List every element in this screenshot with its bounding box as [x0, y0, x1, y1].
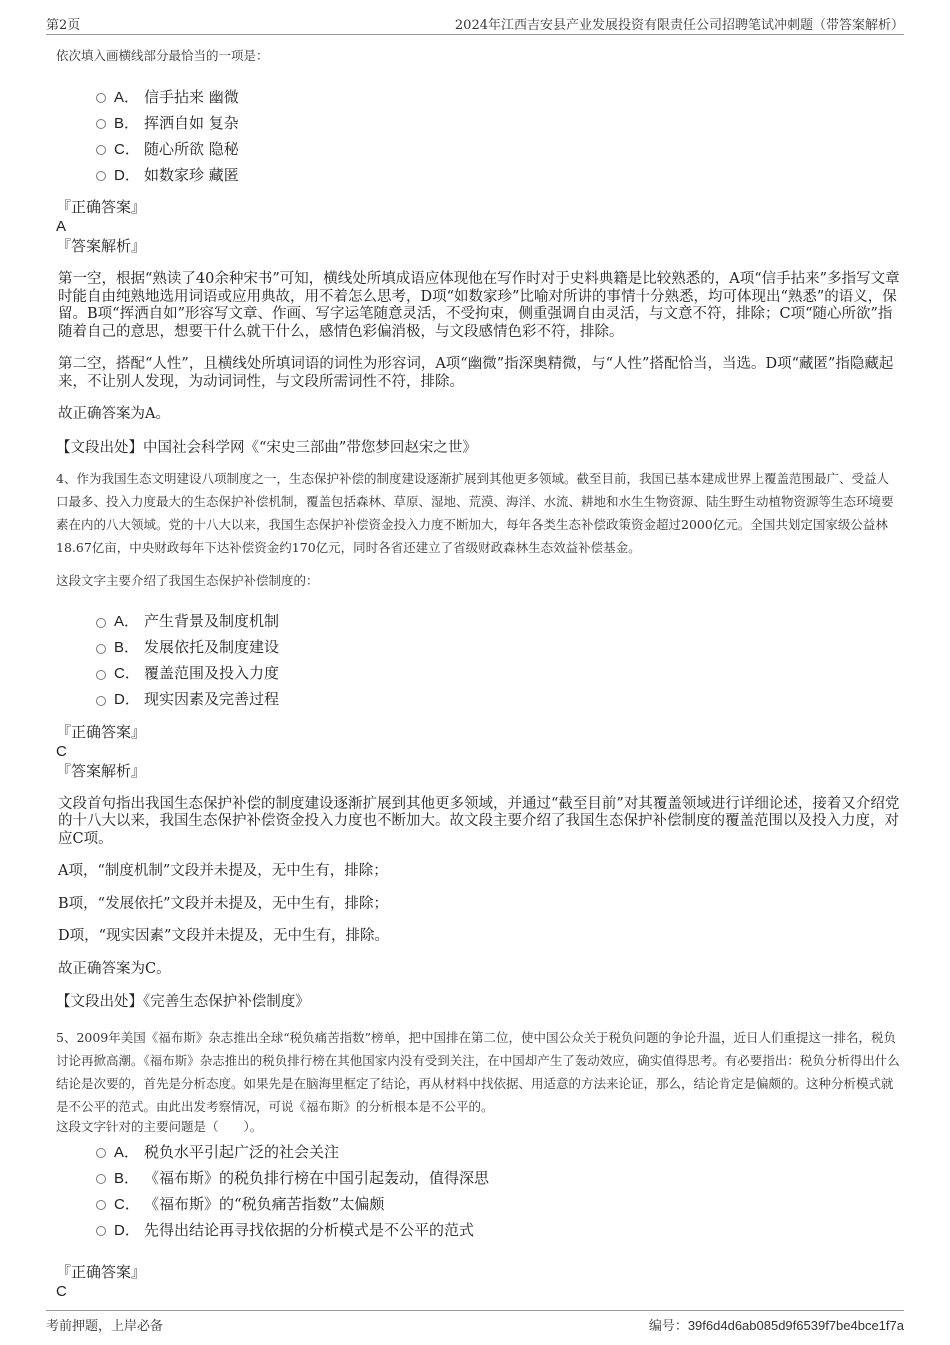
q4-question: 这段文字主要介绍了我国生态保护补偿制度的： — [56, 572, 319, 588]
q3-correct-label: 『正确答案』 — [56, 198, 147, 216]
option-text: 产生背景及制度机制 — [144, 612, 280, 630]
radio-icon[interactable] — [96, 119, 106, 129]
option-letter: A． — [114, 88, 140, 106]
q4-option-c[interactable] — [96, 660, 900, 686]
q4-analysis-d: D项，“现实因素”文段并未提及，无中生有，排除。 — [58, 928, 389, 944]
q3-option-d[interactable] — [96, 161, 900, 187]
q3-options — [96, 83, 900, 187]
option-letter: C． — [114, 665, 140, 682]
option-text: 如数家珍 藏匿 — [144, 165, 239, 184]
q4-answer: C — [56, 742, 67, 760]
option-text: 税负水平引起广泛的社会关注 — [144, 1142, 340, 1161]
option-text: 现实因素及完善过程 — [144, 690, 280, 708]
radio-icon[interactable] — [96, 644, 106, 654]
page-content — [56, 44, 900, 1301]
option-text: 随心所欲 隐秘 — [144, 139, 239, 158]
q5-options — [96, 1138, 900, 1242]
radio-icon[interactable] — [96, 1200, 106, 1210]
page-number: 第2页 — [46, 18, 81, 33]
q3-analysis-label: 『答案解析』 — [56, 237, 147, 255]
q5-option-a[interactable] — [96, 1138, 900, 1164]
page-header — [46, 12, 904, 35]
radio-icon[interactable] — [96, 1226, 106, 1236]
option-letter: A． — [114, 613, 140, 630]
footer-slogan: 考前押题，上岸必备 — [46, 1319, 164, 1334]
q3-analysis-para-1: 第一空，根据“熟读了40余种宋书”可知，横线处所填成语应体现他在写作时对于史料典籍是比较熟悉的，A项“信手拈来”多指写文章时能自由纯熟地选用词语或应用典故，用不着怎么思考，D项“如数家珍”比喻对所讲的事情十分熟悉，均可体现出“熟悉”的语义，保留。B项“挥洒自如”形容写文章、作画、写字运笔随意灵活，不受拘束，侧重强调自由灵活，与文意不符，排除；C项“随心所欲”指随着自己的意思，想要干什么就干什么，感情色彩偏消极，与文段感情色彩不符，排除。 — [58, 271, 900, 340]
q4-correct-label: 『正确答案』 — [56, 722, 147, 741]
q4-option-a[interactable] — [96, 608, 900, 634]
option-letter: B． — [114, 1169, 140, 1187]
q4-source: 【文段出处】《完善生态保护补偿制度》 — [56, 994, 310, 1010]
option-letter: D． — [114, 1221, 140, 1239]
option-letter: A． — [114, 1143, 140, 1161]
q3-source: 【文段出处】中国社会科学网《“宋史三部曲”带您梦回赵宋之世》 — [56, 439, 477, 456]
q5-answer: C — [56, 1283, 67, 1300]
option-text: 先得出结论再寻找依据的分析模式是不公平的范式 — [144, 1220, 475, 1239]
radio-icon[interactable] — [96, 171, 106, 181]
q4-option-d[interactable] — [96, 686, 900, 712]
option-text: 覆盖范围及投入力度 — [144, 664, 280, 682]
q4-analysis-para-1: 文段首句指出我国生态保护补偿的制度建设逐渐扩展到其他更多领域，并通过“截至目前”对其覆盖领域进行详细论述，接着又介绍党的十八大以来，我国生态保护补偿资金投入力度也不断加大。故文段主要介绍了我国生态保护补偿制度的覆盖范围以及投入力度，对应C项。 — [58, 795, 900, 847]
q4-option-b[interactable] — [96, 634, 900, 660]
q5-correct-label: 『正确答案』 — [56, 1263, 147, 1281]
document-title: 2024年江西吉安县产业发展投资有限责任公司招聘笔试冲刺题（带答案解析） — [454, 18, 904, 33]
radio-icon[interactable] — [96, 93, 106, 103]
q3-option-b[interactable] — [96, 109, 900, 135]
q4-conclusion: 故正确答案为C。 — [58, 960, 171, 977]
radio-icon[interactable] — [96, 1174, 106, 1184]
q3-conclusion: 故正确答案为A。 — [58, 406, 170, 422]
document-id: 编号：39f6d4d6ab085d9f6539f7be4bce1f7a — [648, 1318, 904, 1333]
option-text: 挥洒自如 复杂 — [144, 113, 239, 132]
option-text: 《福布斯》的税负排行榜在中国引起轰动，值得深思 — [144, 1168, 490, 1187]
q5-stem: 5、2009年美国《福布斯》杂志推出全球“税负痛苦指数”榜单，把中国排在第二位，使中国公众关于税负问题的争论升温，近日人们重提这一排名，税负讨论再掀高潮。《福布斯》杂志推出的税负排行榜在其他国家内没有受到关注，在中国却产生了轰动效应，确实值得思考。有必要指出：税负分析得出什么结论是次要的，首先是分析态度。如果先是在脑海里框定了结论，再从材料中找依据、用适意的方法来论证，那么，结论肯定是偏颇的。这种分析模式就是不公平的范式。由此出发考察情况，可说《福布斯》的分析根本是不公平的。 — [56, 1030, 900, 1114]
q3-analysis-para-2: 第二空，搭配“人性”，且横线处所填词语的词性为形容词，A项“幽微”指深奥精微，与“人性”搭配恰当，当选。D项“藏匿”指隐藏起来，不让别人发现，为动词词性，与文段所需词性不符，排除。 — [58, 356, 894, 390]
page-footer — [46, 1310, 904, 1335]
q4-options — [96, 608, 900, 712]
option-text: 《福布斯》的“税负痛苦指数”太偏颇 — [144, 1194, 385, 1213]
option-text: 发展依托及制度建设 — [144, 638, 280, 656]
radio-icon[interactable] — [96, 670, 106, 680]
option-letter: B． — [114, 639, 140, 656]
radio-icon[interactable] — [96, 618, 106, 628]
option-letter: D． — [114, 166, 140, 184]
option-letter: C． — [114, 140, 140, 158]
q5-option-c[interactable] — [96, 1190, 900, 1216]
q5-question: 这段文字针对的主要问题是（ ）。 — [56, 1119, 263, 1134]
q3-option-c[interactable] — [96, 135, 900, 161]
radio-icon[interactable] — [96, 696, 106, 706]
q4-analysis-a: A项，“制度机制”文段并未提及，无中生有，排除； — [58, 863, 388, 879]
radio-icon[interactable] — [96, 145, 106, 155]
option-letter: B． — [114, 114, 140, 132]
q3-answer: A — [56, 218, 67, 235]
q5-option-b[interactable] — [96, 1164, 900, 1190]
q3-option-a[interactable] — [96, 83, 900, 109]
q4-analysis-b: B项，“发展依托”文段并未提及，无中生有，排除； — [58, 895, 388, 912]
option-letter: D． — [114, 691, 140, 708]
option-text: 信手拈来 幽微 — [144, 87, 239, 106]
q4-analysis-label: 『答案解析』 — [56, 761, 147, 780]
q3-stem: 依次填入画横线部分最恰当的一项是： — [56, 48, 269, 63]
option-letter: C． — [114, 1195, 140, 1213]
q5-option-d[interactable] — [96, 1216, 900, 1242]
q4-stem: 4、作为我国生态文明建设八项制度之一，生态保护补偿的制度建设逐渐扩展到其他更多领域。截至目前，我国已基本建成世界上覆盖范围最广、受益人口最多、投入力度最大的生态保护补偿机制，覆盖包括森林、草原、湿地、荒漠、海洋、水流、耕地和水生生物资源、陆生野生动植物资源等生态环境要素在内的八大领域。党的十八大以来，我国生态保护补偿资金投入力度不断加大，每年各类生态补偿政策资金超过2000亿元。全国共划定国家级公益林18.67亿亩，中央财政每年下达补偿资金约170亿元，同时各省还建立了省级财政森林生态效益补偿基金。 — [56, 470, 894, 555]
radio-icon[interactable] — [96, 1148, 106, 1158]
